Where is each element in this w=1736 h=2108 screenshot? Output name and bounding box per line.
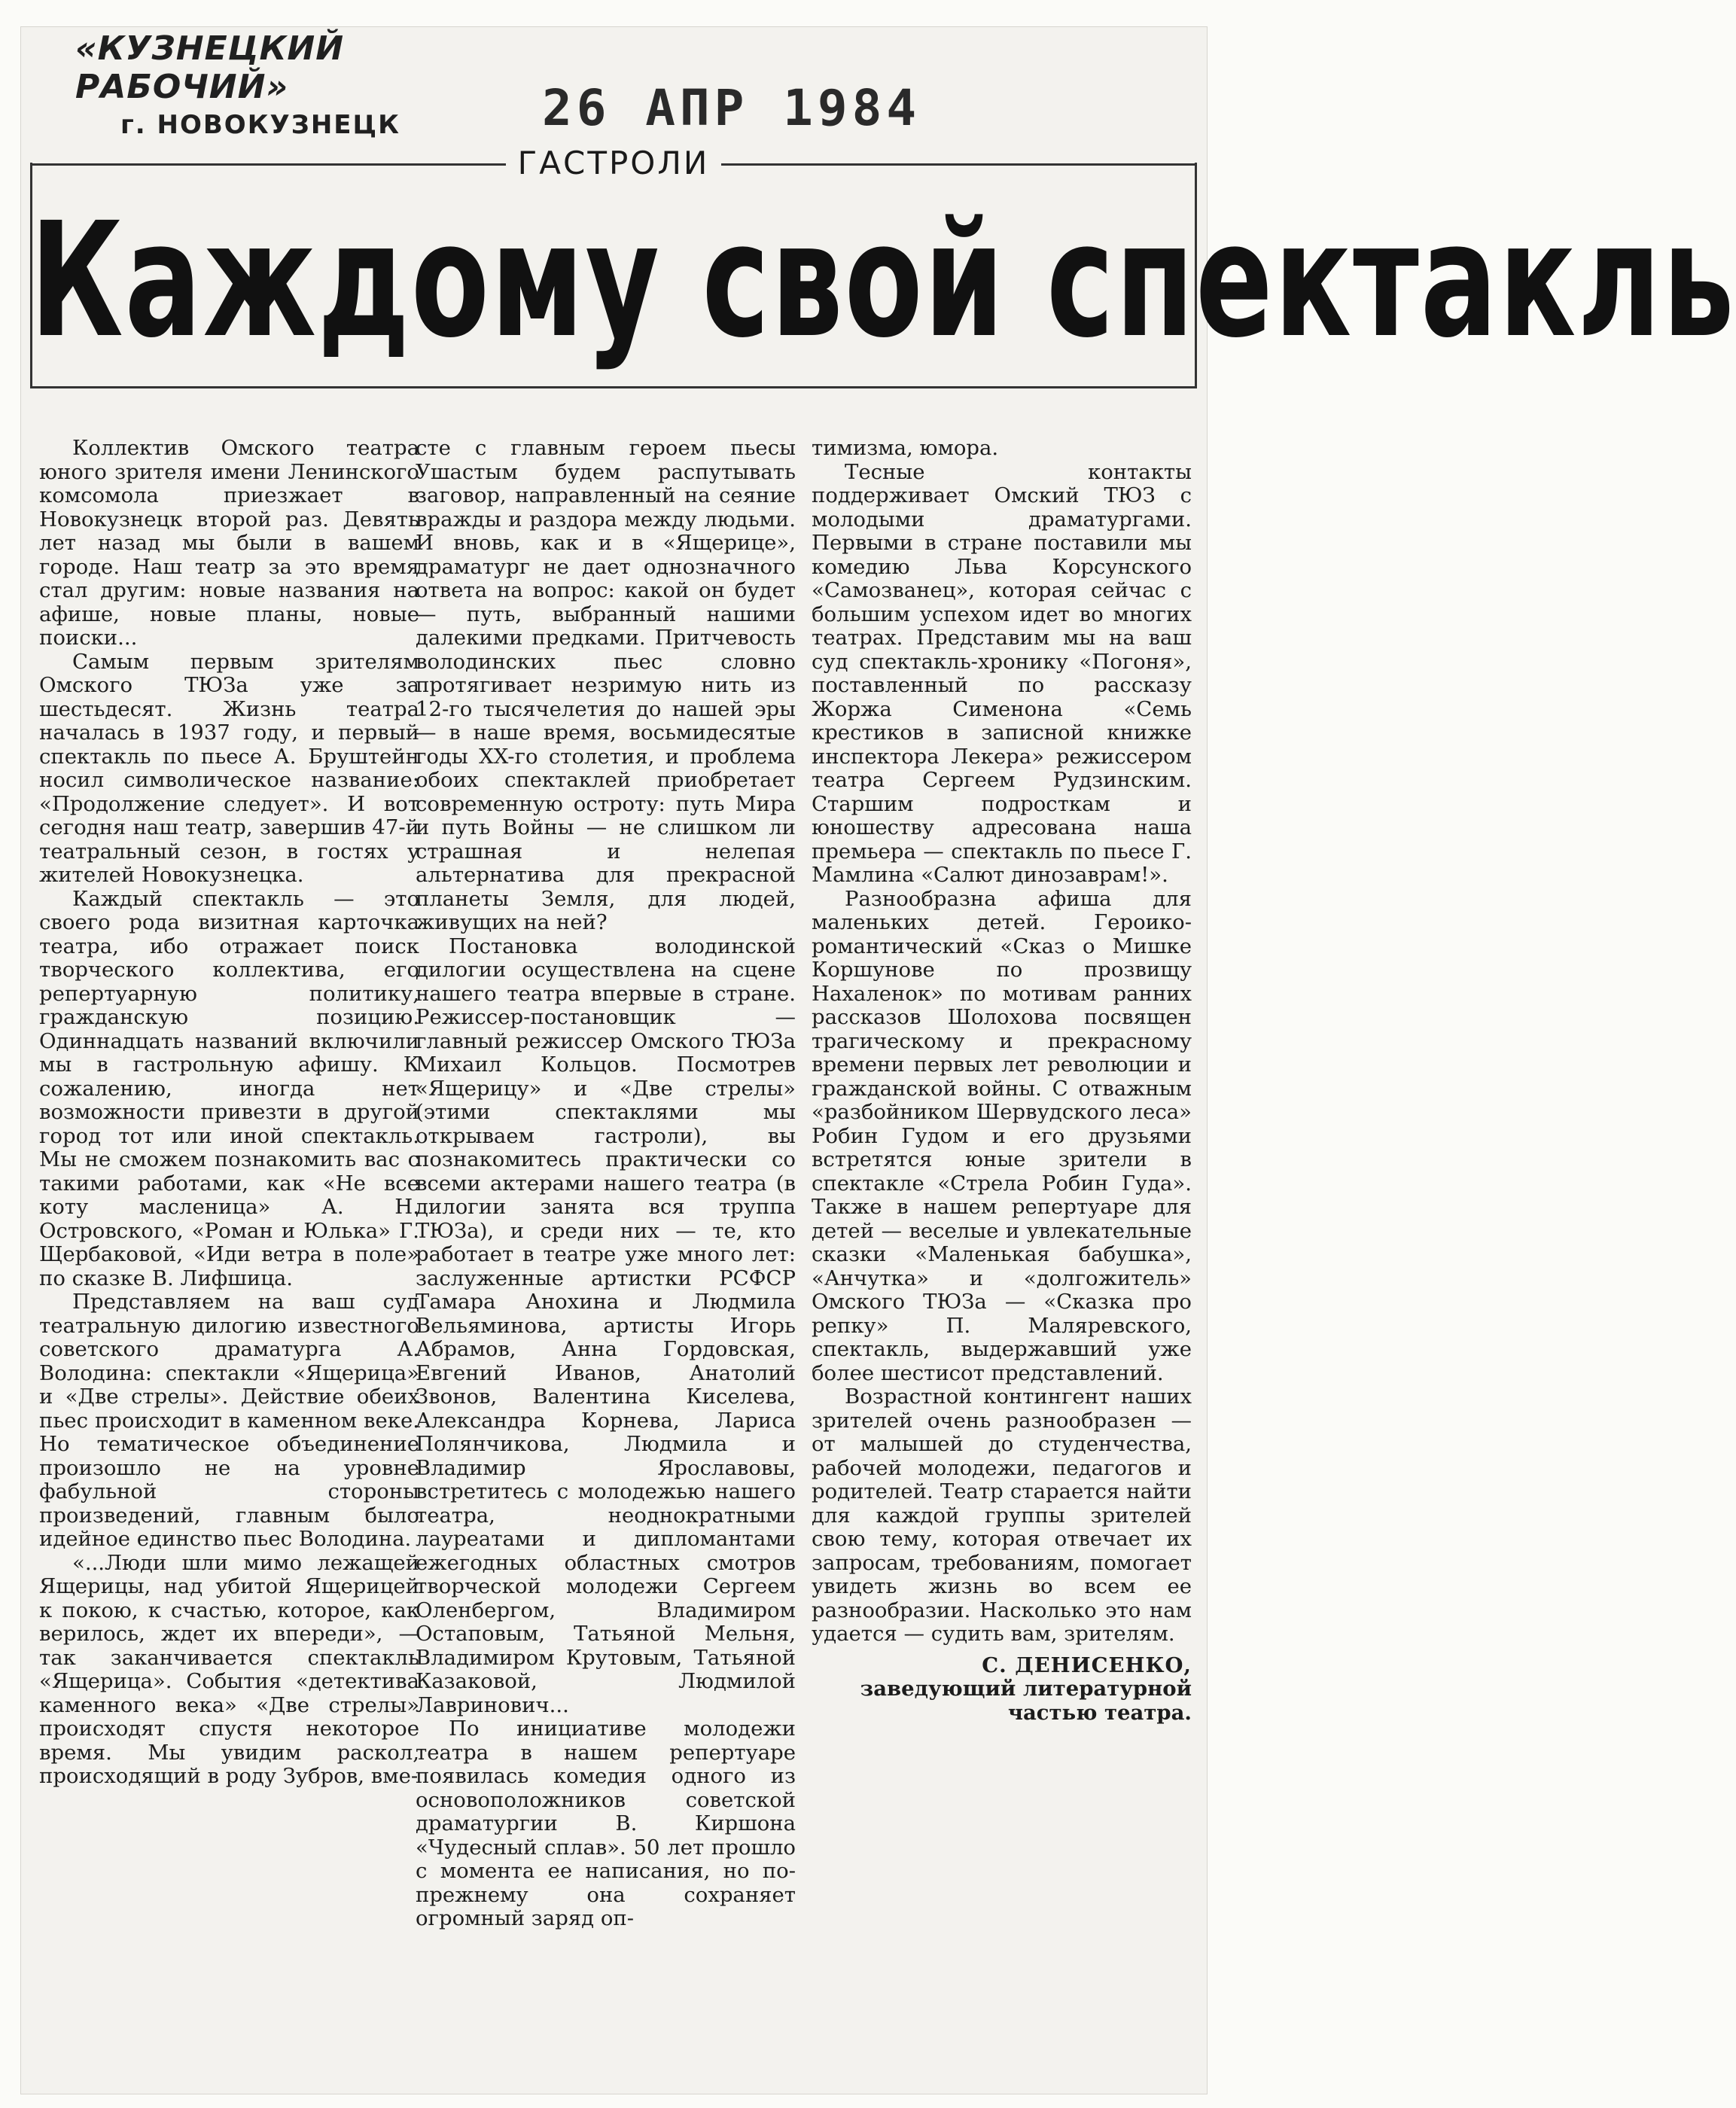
author-role: заведующий литературной частью театра. (860, 1677, 1192, 1725)
paragraph: Представляем на ваш суд театральную дилогию известного советского драматурга А. Володина: спектакли «Ящерица» и «Две стрелы». Действие обеих пьес происходит в каменном веке. Но тематическое объединение произошло не на уровне фабульной стороны произведений, главным было идейное единство пьес Володина. (39, 1290, 419, 1551)
author-name: С. ДЕНИСЕНКО, (982, 1653, 1192, 1677)
paragraph: Возрастной контингент наших зрителей очень разнообразен — от малышей до студенчества, рабочей молодежи, педагогов и родителей. Театр старается найти для каждой группы зрителей свою тему, которая отвечает их запросам, требованиям, помогает увидеть жизнь во всем ее разнообразии. Насколько это нам удается — судить вам, зрителям. (812, 1385, 1192, 1646)
paragraph: «...Люди шли мимо лежащей Ящерицы, над убитой Ящерицей к покою, к счастью, которое, как верилось, ждет их впереди», — так заканчивается спектакль «Ящерица». События «детектива каменного века» «Две стрелы» происходят спустя некоторое время. Мы увидим раскол, происходящий в роду Зубров, вме- (39, 1550, 419, 1788)
date-stamp: 26 АПР 1984 (542, 79, 921, 137)
article-column-2 (416, 437, 796, 1931)
article-column-3 (812, 437, 1192, 1725)
city-name: г. НОВОКУЗНЕЦК (120, 110, 400, 141)
paragraph: Коллектив Омского театра юного зрителя имени Ленинского комсомола приезжает в Новокузнецк второй раз. Девять лет назад мы были в вашем городе. Наш театр за это время стал другим: новые названия на афише, новые планы, новые поиски... (39, 436, 419, 650)
paragraph: сте с главным героем пьесы Ушастым будем распутывать заговор, направленный на сеяние вражды и раздора между людьми. И вновь, как и в «Ящерице», драматург не дает однозначного ответа на вопрос: какой он будет — путь, выбранный нашими далекими предками. Притчевость володинских пьес словно протягивает незримую нить из 12-го тысячелетия до нашей эры — в наше время, восьмидесятые годы XX-го столетия, и проблема обоих спектаклей приобретает современную остроту: путь Мира и путь Войны — не слишком ли страшная и нелепая альтернатива для прекрасной планеты Земля, для людей, живущих на ней? (416, 436, 796, 934)
paragraph: Постановка володинской дилогии осуществлена на сцене нашего театра впервые в стране. Режиссер-постановщик — главный режиссер Омского ТЮЗа Михаил Кольцов. Посмотрев «Ящерицу» и «Две стрелы» (этими спектаклями мы открываем гастроли), вы познакомитесь практически со всеми актерами нашего театра (в дилогии занята вся труппа ТЮЗа), и среди них — те, кто работает в театре уже много лет: заслуженные артистки РСФСР Тамара Анохина и Людмила Вельяминова, артисты Игорь Абрамов, Анна Гордовская, Евгений Иванов, Анатолий Звонов, Валентина Киселева, Александра Корнева, Лариса Полянчикова, Людмила и Владимир Ярославовы, встретитесь с молодежью нашего театра, неоднократными лауреатами и дипломантами ежегодных областных смотров творческой молодежи Сергеем Оленбергом, Владимиром Остаповым, Татьяной Мельня, Владимиром Крутовым, Татьяной Казаковой, Людмилой Лавринович... (416, 934, 796, 1717)
paragraph: По инициативе молодежи театра в нашем репертуаре появилась комедия одного из основоположников советской драматургии В. Киршона «Чудесный сплав». 50 лет прошло с момента ее написания, но по-прежнему она сохраняет огромный заряд оп- (416, 1717, 796, 1930)
paragraph: тимизма, юмора. (812, 436, 999, 460)
paragraph: Тесные контакты поддерживает Омский ТЮЗ с молодыми драматургами. Первыми в стране поставили мы комедию Льва Корсунского «Самозванец», которая сейчас с большим успехом идет во многих театрах. Представим мы на ваш суд спектакль-хронику «Погоня», поставленный по рассказу Жоржа Сименона «Семь крестиков в записной книжке инспектора Лекера» режиссером театра Сергеем Рудзинским. Старшим подросткам и юношеству адресована наша премьера — спектакль по пьесе Г. Мамлина «Салют динозаврам!». (812, 459, 1192, 887)
headline: Каждому свой спектакль (30, 188, 1736, 373)
author-signature (812, 1654, 1192, 1726)
paragraph: Разнообразна афиша для маленьких детей. Героико-романтический «Сказ о Мишке Коршунове по прозвищу Нахаленок» по мотивам ранних рассказов Шолохова посвящен трагическому и прекрасному времени первых лет революции и гражданской войны. С отважным «разбойником Шервудского леса» Робин Гудом и его друзьями встретятся юные зрители в спектакле «Стрела Робин Гуда». Также в нашем репертуаре для детей — веселые и увлекательные сказки «Маленькая бабушка», «Анчутка» и «долгожитель» Омского ТЮЗа — «Сказка про репку» П. Маляревского, спектакль, выдержавший уже более шестисот представлений. (812, 886, 1192, 1385)
article-column-1 (39, 437, 419, 1789)
newspaper-name: «КУЗНЕЦКИЙ РАБОЧИЙ» (75, 29, 345, 106)
masthead-stamp (75, 30, 407, 140)
paragraph: Каждый спектакль — это своего рода визитная карточка театра, ибо отражает поиск творческого коллектива, его репертуарную политику, гражданскую позицию. Одиннадцать названий включили мы в гастрольную афишу. К сожалению, иногда нет возможности привезти в другой город тот или иной спектакль. Мы не сможем познакомить вас с такими работами, как «Не все коту масленица» А. Н. Островского, «Роман и Юлька» Г. Щербаковой, «Иди ветра в поле» по сказке В. Лифшица. (39, 886, 419, 1290)
paragraph: Самым первым зрителям Омского ТЮЗа уже за шестьдесят. Жизнь театра началась в 1937 году, и первый спектакль по пьесе А. Бруштейн носил символическое название: «Продолжение следует». И вот сегодня наш театр, завершив 47-й театральный сезон, в гостях у жителей Новокузнецка. (39, 649, 419, 887)
rubric-label: ГАСТРОЛИ (517, 145, 710, 181)
